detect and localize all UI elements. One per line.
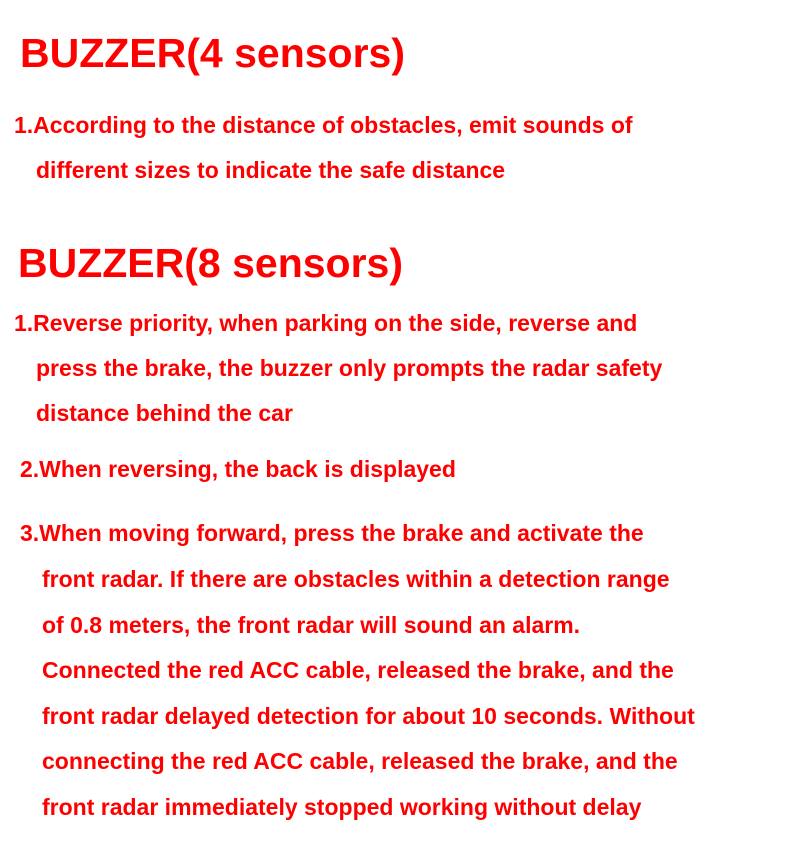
item-1-line-1: 1.Reverse priority, when parking on the side, reverse and xyxy=(14,310,638,336)
item-3-line-3: of 0.8 meters, the front radar will sound an alarm. xyxy=(42,612,581,638)
item-1-line-1: 1.According to the distance of obstacles, emit sounds of xyxy=(14,112,633,138)
item-3-line-1: 3.When moving forward, press the brake and activate the xyxy=(20,520,644,546)
item-3-line-5: front radar delayed detection for about 10 seconds. Without xyxy=(42,703,695,729)
item-1-line-2: different sizes to indicate the safe distance xyxy=(36,157,506,183)
item-2-line-1: 2.When reversing, the back is displayed xyxy=(20,456,456,482)
item-3-line-4: Connected the red ACC cable, released the brake, and the xyxy=(42,657,674,683)
item-3-line-2: front radar. If there are obstacles within a detection range xyxy=(42,566,670,592)
item-3-line-6: connecting the red ACC cable, released the brake, and the xyxy=(42,748,678,774)
item-3-line-7: front radar immediately stopped working without delay xyxy=(42,794,642,820)
item-1-line-3: distance behind the car xyxy=(36,400,293,426)
section-title-8-sensors: BUZZER(8 sensors) xyxy=(18,240,404,286)
item-1-line-2: press the brake, the buzzer only prompts the radar safety xyxy=(36,355,663,381)
section-title-4-sensors: BUZZER(4 sensors) xyxy=(20,30,406,76)
